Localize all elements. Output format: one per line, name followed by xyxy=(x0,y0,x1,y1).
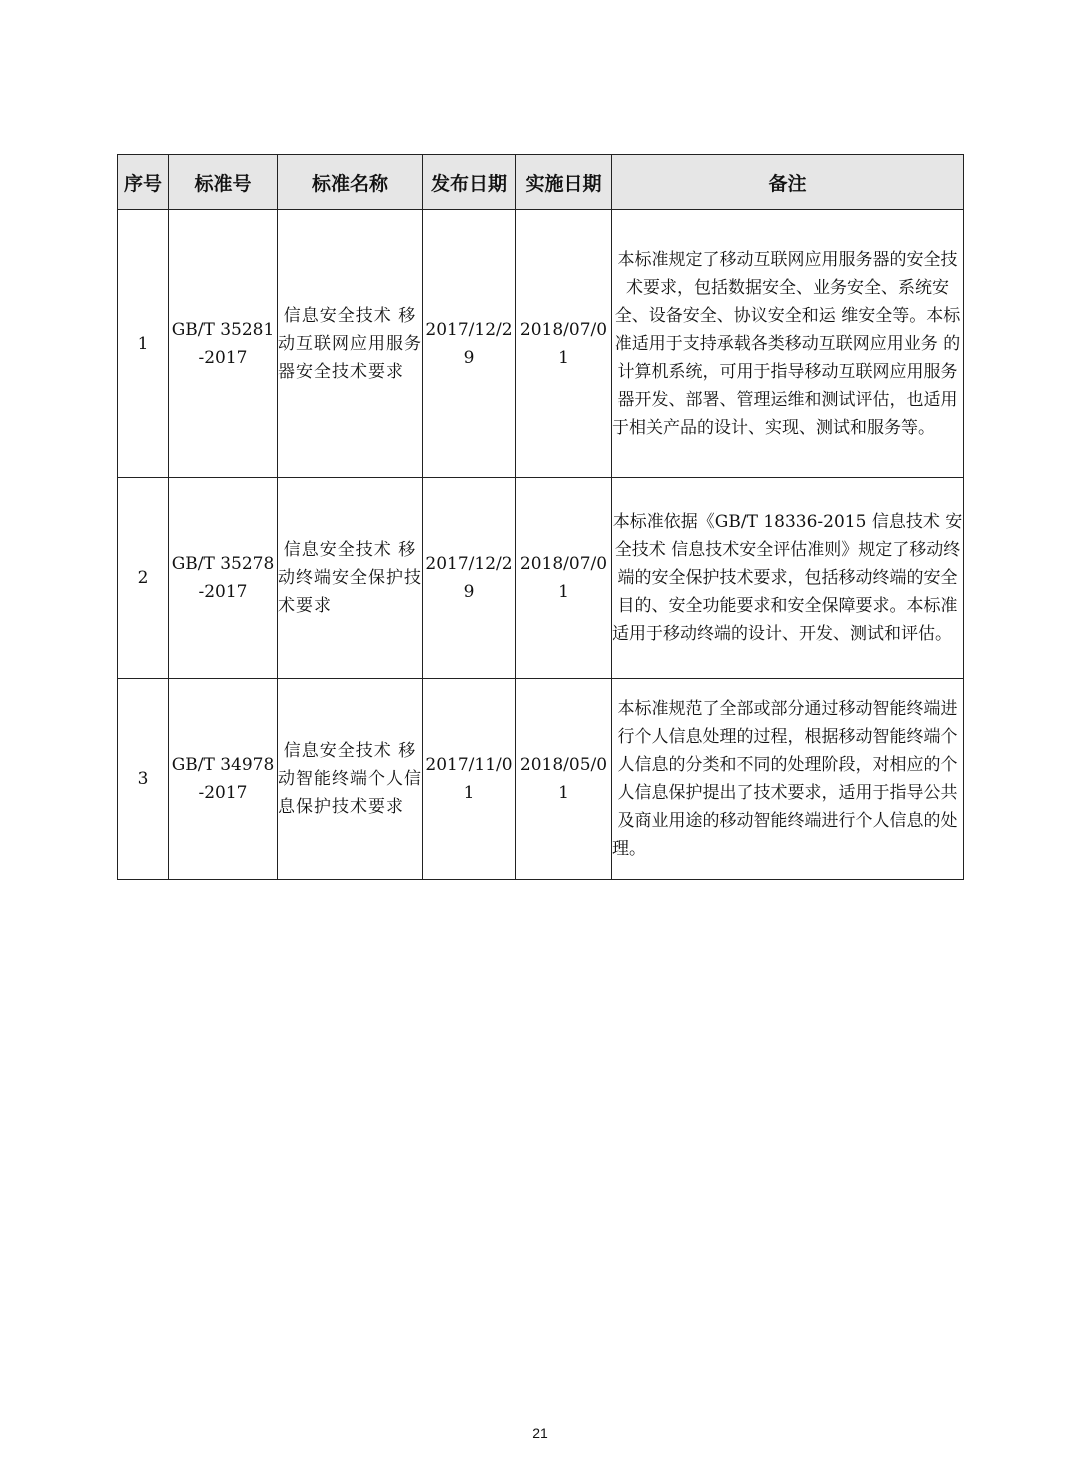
header-code: 标准号 xyxy=(169,155,278,210)
row-note: 本标准规定了移动互联网应用服务器的安全技术要求，包括数据安全、业务安全、系统安全、设备安全、协议安全和运 维安全等。本标准适用于支持承载各类移动互联网应用业务 的计算机系统，可用于指导移动互联网应用服务器开发、部署、管理运维和测试评估，也适用于相关产品的设计、实现、测试和服务等。 xyxy=(612,210,964,478)
header-effective: 实施日期 xyxy=(516,155,612,210)
row-name: 信息安全技术 移动智能终端个人信息保护技术要求 xyxy=(278,679,423,880)
row-note: 本标准规范了全部或部分通过移动智能终端进行个人信息处理的过程，根据移动智能终端个人信息的分类和不同的处理阶段，对相应的个人信息保护提出了技术要求，适用于指导公共及商业用途的移动智能终端进行个人信息的处理。 xyxy=(612,679,964,880)
standards-table xyxy=(117,154,964,880)
row-code: GB/T 35278-2017 xyxy=(169,478,278,679)
row-effective: 2018/07/01 xyxy=(516,210,612,478)
row-published: 2017/12/29 xyxy=(423,210,516,478)
header-note: 备注 xyxy=(612,155,964,210)
header-no: 序号 xyxy=(118,155,169,210)
row-published: 2017/11/01 xyxy=(423,679,516,880)
row-published: 2017/12/29 xyxy=(423,478,516,679)
row-no: 1 xyxy=(118,210,169,478)
table-row xyxy=(118,478,964,679)
row-effective: 2018/05/01 xyxy=(516,679,612,880)
table-row xyxy=(118,679,964,880)
row-name: 信息安全技术 移动终端安全保护技术要求 xyxy=(278,478,423,679)
table-header-row xyxy=(118,155,964,210)
row-effective: 2018/07/01 xyxy=(516,478,612,679)
table-row xyxy=(118,210,964,478)
page-number: 21 xyxy=(532,1425,548,1441)
row-no: 3 xyxy=(118,679,169,880)
row-note: 本标准依据《GB/T 18336-2015 信息技术 安全技术 信息技术安全评估准则》规定了移动终端的安全保护技术要求，包括移动终端的安全目的、安全功能要求和安全保障要求。本标准适用于移动终端的设计、开发、测试和评估。 xyxy=(612,478,964,679)
row-no: 2 xyxy=(118,478,169,679)
header-published: 发布日期 xyxy=(423,155,516,210)
row-code: GB/T 34978-2017 xyxy=(169,679,278,880)
header-name: 标准名称 xyxy=(278,155,423,210)
row-name: 信息安全技术 移动互联网应用服务器安全技术要求 xyxy=(278,210,423,478)
row-code: GB/T 35281-2017 xyxy=(169,210,278,478)
